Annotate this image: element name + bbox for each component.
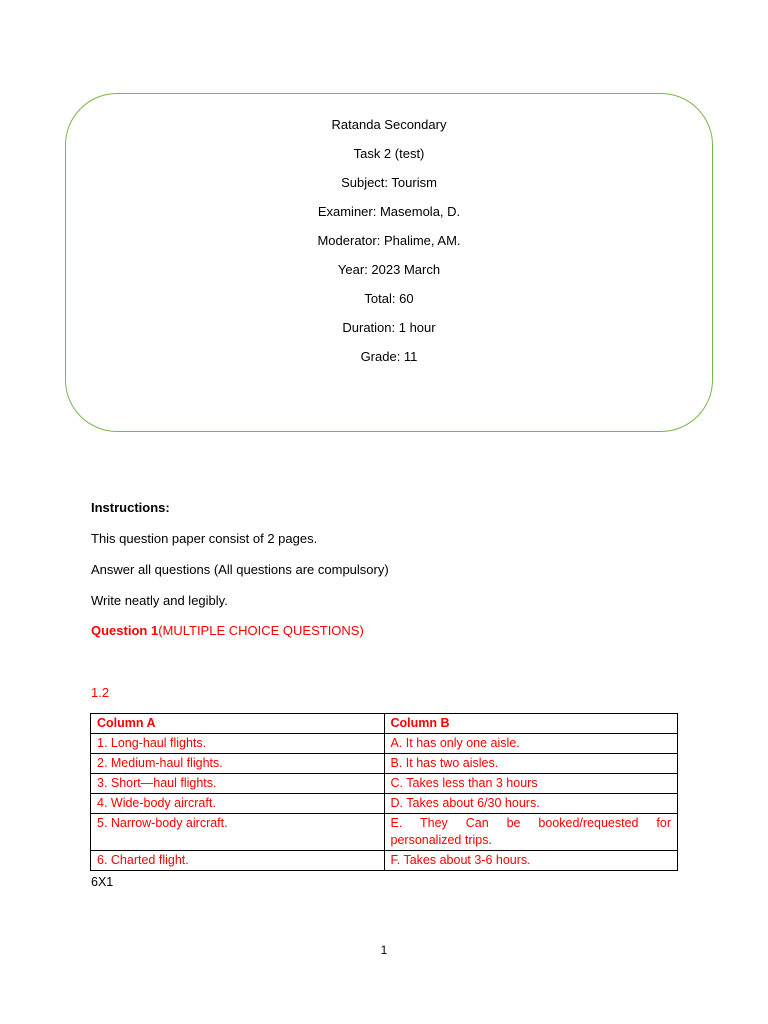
column-a-cell: 4. Wide-body aircraft.	[91, 794, 385, 814]
column-a-cell: 2. Medium-haul flights.	[91, 754, 385, 774]
column-a-cell: 3. Short—haul flights.	[91, 774, 385, 794]
column-b-cell: E. They Can be booked/requested for personalized trips.	[384, 814, 678, 851]
table-row	[91, 851, 678, 871]
grade: Grade: 11	[360, 349, 418, 364]
column-a-cell: 6. Charted flight.	[91, 851, 385, 871]
task-title: Task 2 (test)	[353, 146, 425, 161]
instructions-title: Instructions:	[91, 500, 170, 515]
column-b-cell: C. Takes less than 3 hours	[384, 774, 678, 794]
examiner: Examiner: Masemola, D.	[317, 204, 461, 219]
column-a-cell: 5. Narrow-body aircraft.	[91, 814, 385, 851]
column-b-cell: A. It has only one aisle.	[384, 734, 678, 754]
matching-table	[90, 713, 678, 871]
subject: Subject: Tourism	[341, 175, 437, 190]
column-b-header: Column B	[384, 714, 678, 734]
section-number: 1.2	[91, 685, 110, 700]
header-box	[65, 93, 713, 432]
column-a-cell: 1. Long-haul flights.	[91, 734, 385, 754]
column-b-cell: D. Takes about 6/30 hours.	[384, 794, 678, 814]
column-b-cell: F. Takes about 3-6 hours.	[384, 851, 678, 871]
total-marks: Total: 60	[364, 291, 414, 306]
year: Year: 2023 March	[337, 262, 441, 277]
duration: Duration: 1 hour	[342, 320, 436, 335]
instruction-line: This question paper consist of 2 pages.	[91, 531, 318, 546]
question-1-label: Question 1	[91, 623, 159, 638]
moderator: Moderator: Phalime, AM.	[317, 233, 461, 248]
column-b-cell: B. It has two aisles.	[384, 754, 678, 774]
table-row	[91, 734, 678, 754]
question-1-heading	[91, 623, 364, 639]
table-row	[91, 794, 678, 814]
school-name: Ratanda Secondary	[331, 117, 447, 132]
page-number: 1	[380, 943, 388, 957]
marks-allocation: 6X1	[91, 875, 114, 889]
table-header-row	[91, 714, 678, 734]
instruction-line: Write neatly and legibly.	[91, 593, 228, 608]
instruction-line: Answer all questions (All questions are compulsory)	[91, 562, 389, 577]
question-1-subtitle: (MULTIPLE CHOICE QUESTIONS)	[158, 623, 364, 638]
column-a-header: Column A	[91, 714, 385, 734]
table-row	[91, 814, 678, 851]
table-row	[91, 754, 678, 774]
table-row	[91, 774, 678, 794]
